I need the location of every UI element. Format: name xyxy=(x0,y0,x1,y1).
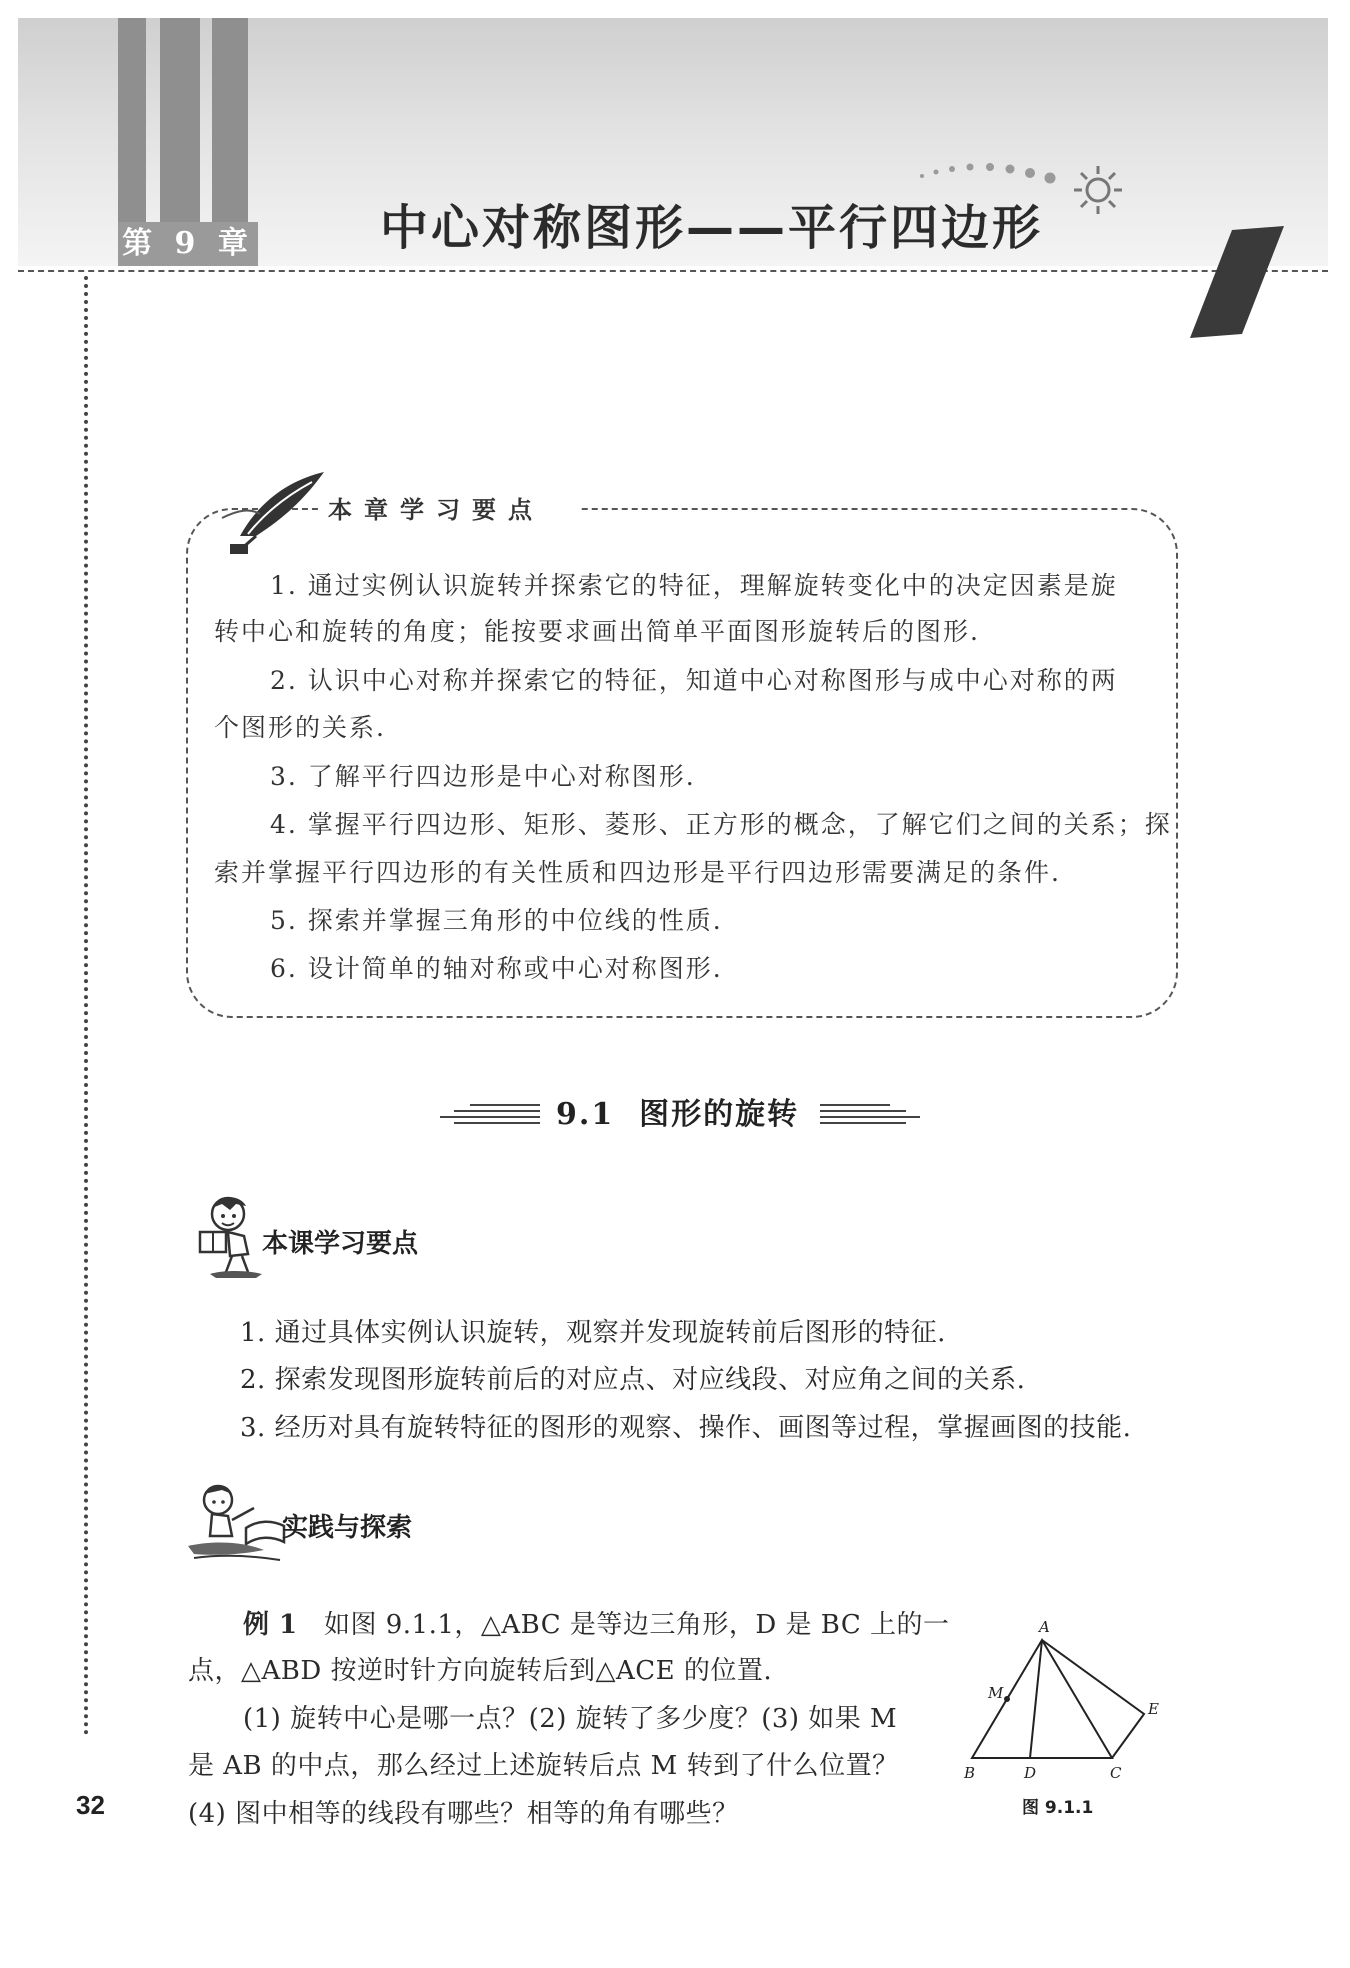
lesson-goal-item: 3. 经历对具有旋转特征的图形的观察、操作、画图等过程，掌握画图的技能. xyxy=(240,1413,1132,1443)
chapter-label: 第 9 章 xyxy=(118,222,258,266)
label-d: D xyxy=(1024,1764,1037,1782)
label-b: B xyxy=(964,1764,976,1782)
section-title-lines-right xyxy=(820,1102,920,1128)
section-title-lines-left xyxy=(440,1102,540,1128)
student-writing-icon xyxy=(184,1480,294,1564)
label-a: A xyxy=(1039,1618,1050,1636)
figure-triangle-rotation xyxy=(962,1616,1162,1796)
example-line xyxy=(243,1606,950,1644)
goal-line: 个图形的关系. xyxy=(214,713,386,742)
goal-line: 转中心和旋转的角度；能按要求画出简单平面图形旋转后的图形. xyxy=(214,617,980,646)
margin-dotted-line xyxy=(84,276,88,1736)
goal-line: 4. 掌握平行四边形、矩形、菱形、正方形的概念，了解它们之间的关系；探 xyxy=(270,810,1172,839)
goal-line: 索并掌握平行四边形的有关性质和四边形是平行四边形需要满足的条件. xyxy=(214,858,1061,887)
segment-ae-ec xyxy=(1042,1640,1144,1758)
example-text: 如图 9.1.1，△ABC 是等边三角形，D 是 BC 上的一 xyxy=(323,1610,950,1640)
parallelogram-icon xyxy=(1186,226,1286,338)
section-title xyxy=(556,1090,806,1140)
label-e: E xyxy=(1148,1700,1159,1718)
lesson-goal-item: 1. 通过具体实例认识旋转，观察并发现旋转前后图形的特征. xyxy=(240,1318,946,1348)
header-divider xyxy=(18,270,1328,272)
example-line: (4) 图中相等的线段有哪些？相等的角有哪些？ xyxy=(188,1799,739,1829)
chapter-title: 中心对称图形——平行四边形 xyxy=(380,200,1044,256)
figure-caption: 图 9.1.1 xyxy=(1022,1798,1094,1818)
goal-line: 5. 探索并掌握三角形的中位线的性质. xyxy=(270,906,723,935)
quill-pen-icon xyxy=(220,470,330,556)
goal-line: 6. 设计简单的轴对称或中心对称图形. xyxy=(270,954,723,983)
goal-line: 2. 认识中心对称并探索它的特征，知道中心对称图形与成中心对称的两 xyxy=(270,666,1118,695)
label-m: M xyxy=(988,1684,1004,1702)
example-line: 点，△ABD 按逆时针方向旋转后到△ACE 的位置. xyxy=(188,1656,773,1686)
goal-line: 1. 通过实例认识旋转并探索它的特征，理解旋转变化中的决定因素是旋 xyxy=(270,571,1118,600)
section-number: 9.1 xyxy=(556,1097,615,1132)
chapter-goals-heading: 本章学习要点 xyxy=(328,496,544,524)
practice-heading: 实践与探索 xyxy=(282,1513,413,1543)
label-c: C xyxy=(1110,1764,1122,1782)
example-line: (1) 旋转中心是哪一点？(2) 旋转了多少度？(3) 如果 M xyxy=(243,1704,898,1734)
goal-line: 3. 了解平行四边形是中心对称图形. xyxy=(270,762,696,791)
example-line: 是 AB 的中点，那么经过上述旋转后点 M 转到了什么位置？ xyxy=(188,1751,899,1781)
lesson-goal-item: 2. 探索发现图形旋转前后的对应点、对应线段、对应角之间的关系. xyxy=(240,1365,1026,1395)
section-name: 图形的旋转 xyxy=(639,1097,800,1132)
point-m xyxy=(1004,1696,1010,1702)
example-label: 例 1 xyxy=(243,1610,298,1640)
page-number: 32 xyxy=(76,1790,105,1820)
lesson-goals-heading: 本课学习要点 xyxy=(262,1229,419,1259)
